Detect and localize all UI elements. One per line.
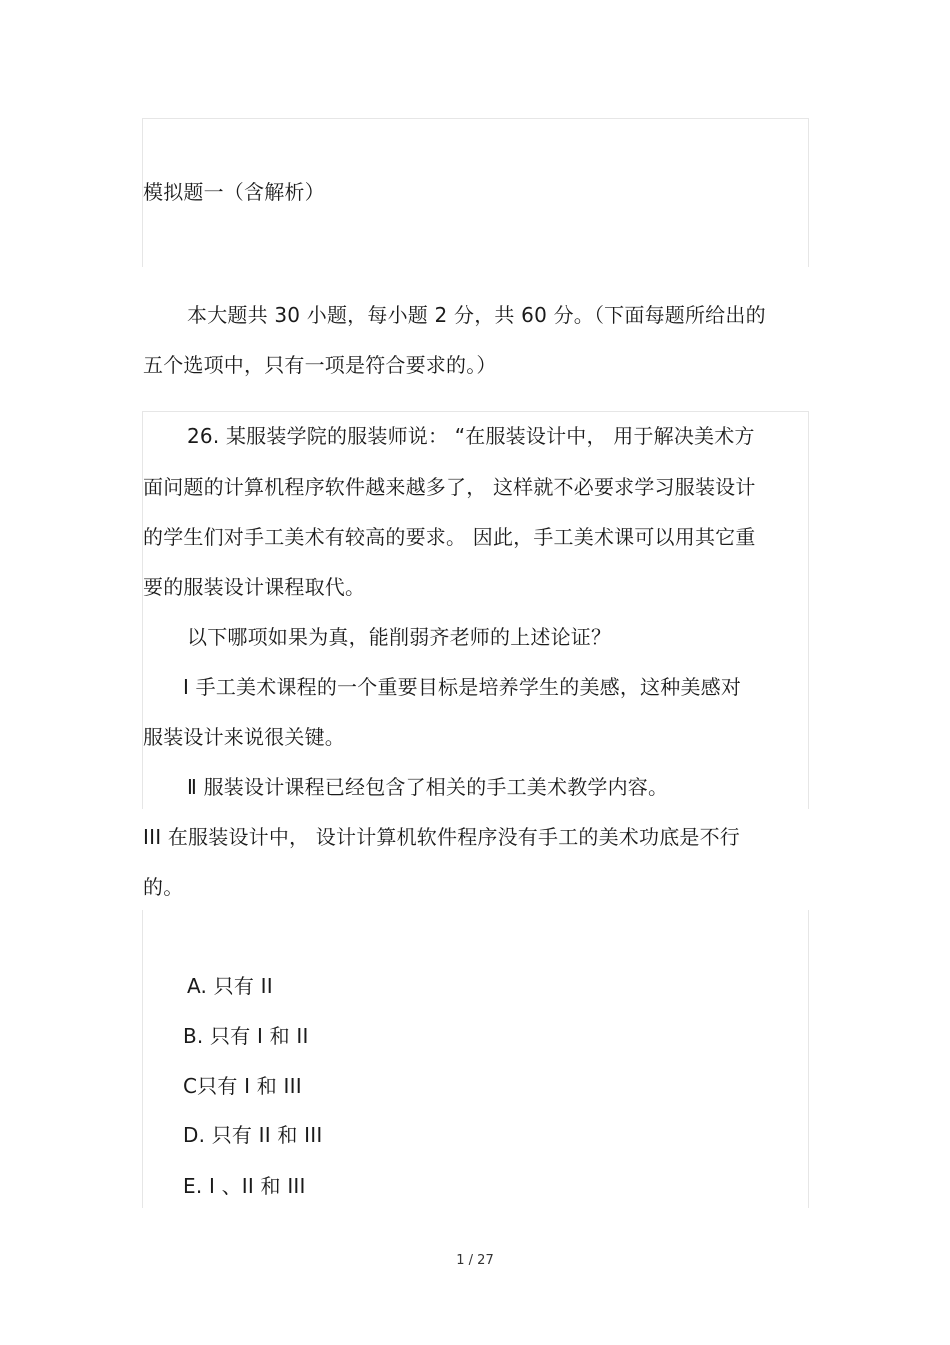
statement-2: Ⅱ 服装设计课程已经包含了相关的手工美术教学内容。	[187, 775, 669, 799]
option-d: D. 只有 II 和 III	[183, 1123, 323, 1147]
statement-1-line-1: Ⅰ 手工美术课程的一个重要目标是培养学生的美感，这种美感对	[183, 675, 742, 699]
page-number: 1 / 27	[456, 1253, 494, 1268]
statement-3-line-1: III 在服装设计中， 设计计算机软件程序没有手工的美术功底是不行	[143, 825, 741, 849]
instructions-line-2: 五个选项中，只有一项是符合要求的。）	[143, 353, 497, 377]
instructions-line-1: 本大题共 30 小题，每小题 2 分，共 60 分。（下面每题所给出的	[187, 303, 766, 327]
option-c: C只有 I 和 III	[183, 1074, 302, 1098]
question-stem-line-1: 26. 某服装学院的服装师说： “在服装设计中， 用于解决美术方	[187, 424, 755, 448]
question-stem-line-3: 的学生们对手工美术有较高的要求。 因此，手工美术课可以用其它重	[143, 525, 756, 549]
question-frame	[142, 411, 809, 809]
document-title: 模拟题一（含解析）	[143, 180, 325, 204]
option-a: A. 只有 II	[187, 974, 273, 998]
option-e: E. I 、II 和 III	[183, 1174, 306, 1198]
statement-3-line-2: 的。	[143, 875, 184, 899]
options-frame	[142, 910, 809, 1208]
option-b: B. 只有 I 和 II	[183, 1024, 309, 1048]
question-stem-line-2: 面问题的计算机程序软件越来越多了， 这样就不必要求学习服装设计	[143, 475, 756, 499]
question-prompt: 以下哪项如果为真，能削弱齐老师的上述论证？	[187, 625, 612, 649]
question-stem-line-4: 要的服装设计课程取代。	[143, 575, 366, 599]
statement-1-line-2: 服装设计来说很关键。	[143, 725, 345, 749]
